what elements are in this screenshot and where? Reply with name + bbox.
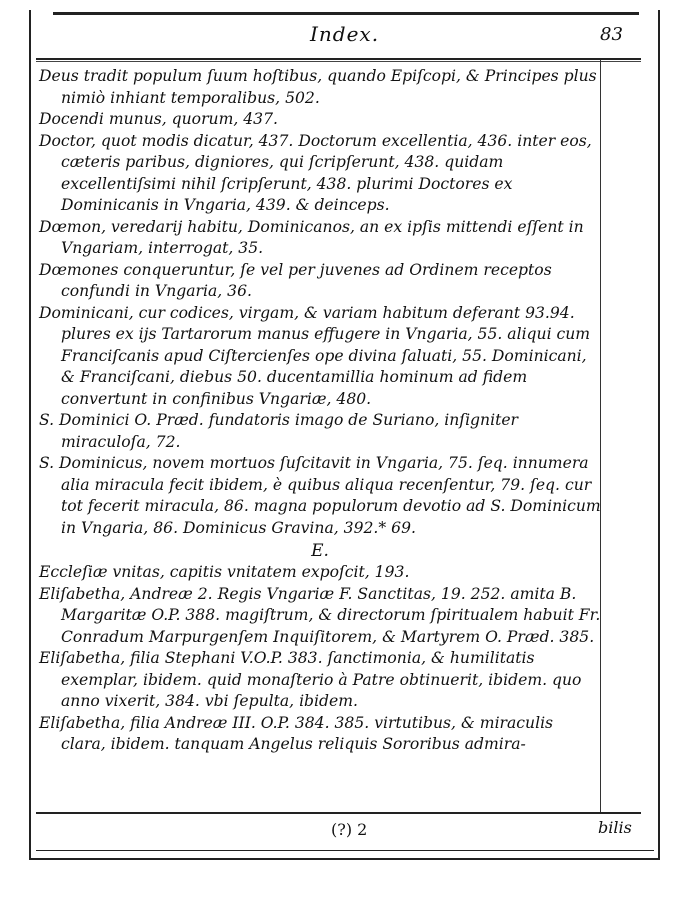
header-inner-rule <box>36 61 641 62</box>
top-rule <box>53 12 639 15</box>
index-entry: Eliſabetha, filia Stephani V.O.P. 383. ſanctimonia, & humilitatis exemplar, ibidem. quid monaſterio à Patre obtinuerit, ibidem. quo anno vixerit, 384. vbi ſepulta, ibidem. <box>39 649 582 710</box>
index-entry: Docendi munus, quorum, 437. <box>39 110 278 128</box>
index-entry: Doctor, quot modis dicatur, 437. Doctorum excellentia, 436. inter eos, cæteris paribus, digniores, qui ſcripſerunt, 438. quidam excellentiſsimi nihil ſcripſerunt, 438. plurimi Doctores ex Dominicanis in Vngaria, 439. & deinceps. <box>39 131 592 214</box>
index-entry: S. Dominici O. Præd. fundatoris imago de Suriano, inſigniter miraculoſa, 72. <box>39 411 519 451</box>
header-rule <box>36 58 641 60</box>
index-entry: Eliſabetha, filia Andreæ III. O.P. 384. 385. virtutibus, & miraculis clara, ibidem. tanquam Angelus reliquis Sororibus admira- <box>39 713 554 753</box>
running-head: Index. <box>310 22 380 46</box>
index-entry: Dominicani, cur codices, virgam, & variam habitum deferant 93.94. plures ex ijs Tartarorum manus effugere in Vngaria, 55. aliqui cum Franciſcanis apud Ciſtercienſes ope divina ſaluati, 55. Dominicani, & Franciſcani, diebus 50. ducentamillia hominum ad fidem convertunt in confinibus Vngariæ, 480. <box>39 303 591 408</box>
index-entry: S. Dominicus, novem mortuos ſuſcitavit in Vngaria, 75. ſeq. innumera alia miracula fecit ibidem, è quibus aliqua recenſentur, 79. ſeq. cur tot fecerit miracula, 86. magna populorum devotio ad S. Dominicum in Vngaria, 86. Dominicus Gravina, 392.* 69. <box>39 454 601 537</box>
index-entry: Eliſabetha, Andreæ 2. Regis Vngariæ F. Sanctitas, 19. 252. amita B. Margaritæ O.P. 388. magiſtrum, & directorum ſpiritualem habuit Fr. Conradum Marpurgenſem Inquiſitorem, & Martyrem O. Præd. 385. <box>39 584 601 646</box>
index-entry: Eccleſiæ vnitas, capitis vnitatem expoſcit, 193. <box>39 563 410 581</box>
index-entry: Dœmones conqueruntur, ſe vel per juvenes ad Ordinem receptos confundi in Vngaria, 36. <box>39 260 552 300</box>
index-entry: Deus tradit populum ſuum hoſtibus, quando Epiſcopi, & Principes plus nimiò inhiant temporalibus, 502. <box>39 67 597 107</box>
bottom-rule <box>36 850 654 851</box>
index-content <box>39 66 601 756</box>
signature-mark: (?) 2 <box>331 820 368 839</box>
catchword: bilis <box>598 818 632 837</box>
section-letter: E. <box>311 541 329 561</box>
footer-rule <box>36 812 641 814</box>
index-entry: Dœmon, veredarij habitu, Dominicanos, an ex ipſis mittendi eſſent in Vngariam, interrogat, 35. <box>39 217 584 257</box>
page-number: 83 <box>600 24 623 45</box>
